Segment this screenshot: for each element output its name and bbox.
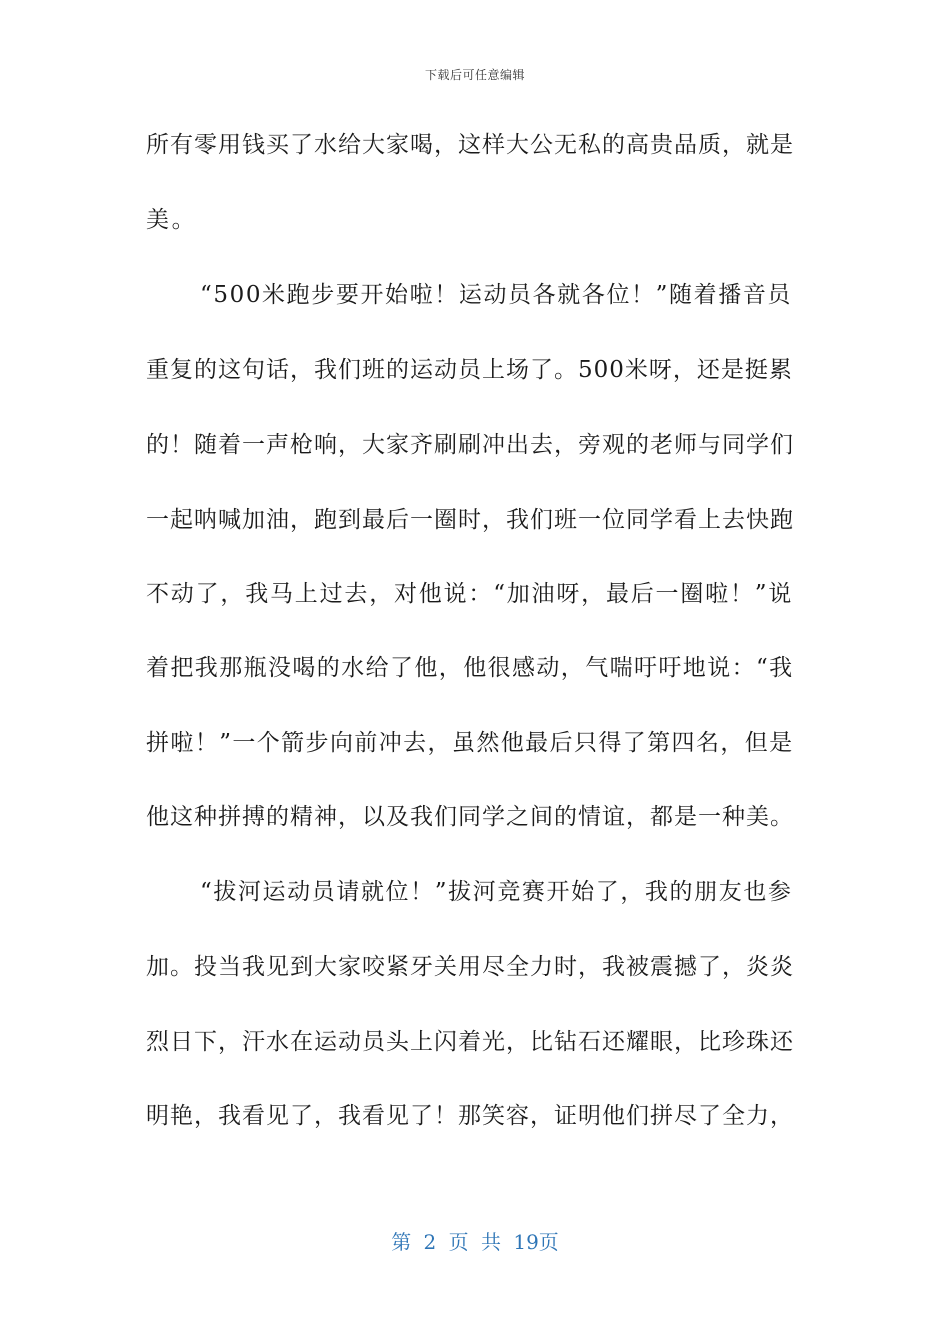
text-line: 不动了，我马上过去，对他说：“加油呀，最后一圈啦！”说 bbox=[146, 581, 794, 607]
page-header: 下载后可任意编辑 bbox=[424, 68, 525, 82]
text-line: 一起呐喊加油，跑到最后一圈时，我们班一位同学看上去快跑 bbox=[146, 507, 794, 533]
text-line: 着把我那瓶没喝的水给了他，他很感动，气喘吁吁地说：“我 bbox=[146, 655, 794, 681]
text-line: 烈日下，汗水在运动员头上闪着光，比钻石还耀眼，比珍珠还 bbox=[146, 1029, 794, 1055]
text-line: 的！随着一声枪响，大家齐刷刷冲出去，旁观的老师与同学们 bbox=[146, 432, 794, 458]
text-line: 重复的这句话，我们班的运动员上场了。500米呀，还是挺累 bbox=[146, 357, 793, 383]
text-line: 所有零用钱买了水给大家喝，这样大公无私的高贵品质，就是 bbox=[146, 132, 794, 158]
text-line: 美。 bbox=[146, 207, 198, 233]
paragraph-start-line: “拔河运动员请就位！”拔河竞赛开始了，我的朋友也参 bbox=[200, 879, 793, 905]
text-line: 明艳，我看见了，我看见了！那笑容，证明他们拼尽了全力， bbox=[146, 1103, 794, 1129]
paragraph-start-line: “500米跑步要开始啦！运动员各就各位！”随着播音员 bbox=[200, 282, 793, 308]
text-line: 拼啦！”一个箭步向前冲去，虽然他最后只得了第四名，但是 bbox=[146, 730, 794, 756]
page-number: 第 2 页 共 19页 bbox=[391, 1230, 559, 1254]
text-line: 他这种拼搏的精神，以及我们同学之间的情谊，都是一种美。 bbox=[146, 804, 794, 830]
text-line: 加。投当我见到大家咬紧牙关用尽全力时，我被震撼了，炎炎 bbox=[146, 954, 794, 980]
